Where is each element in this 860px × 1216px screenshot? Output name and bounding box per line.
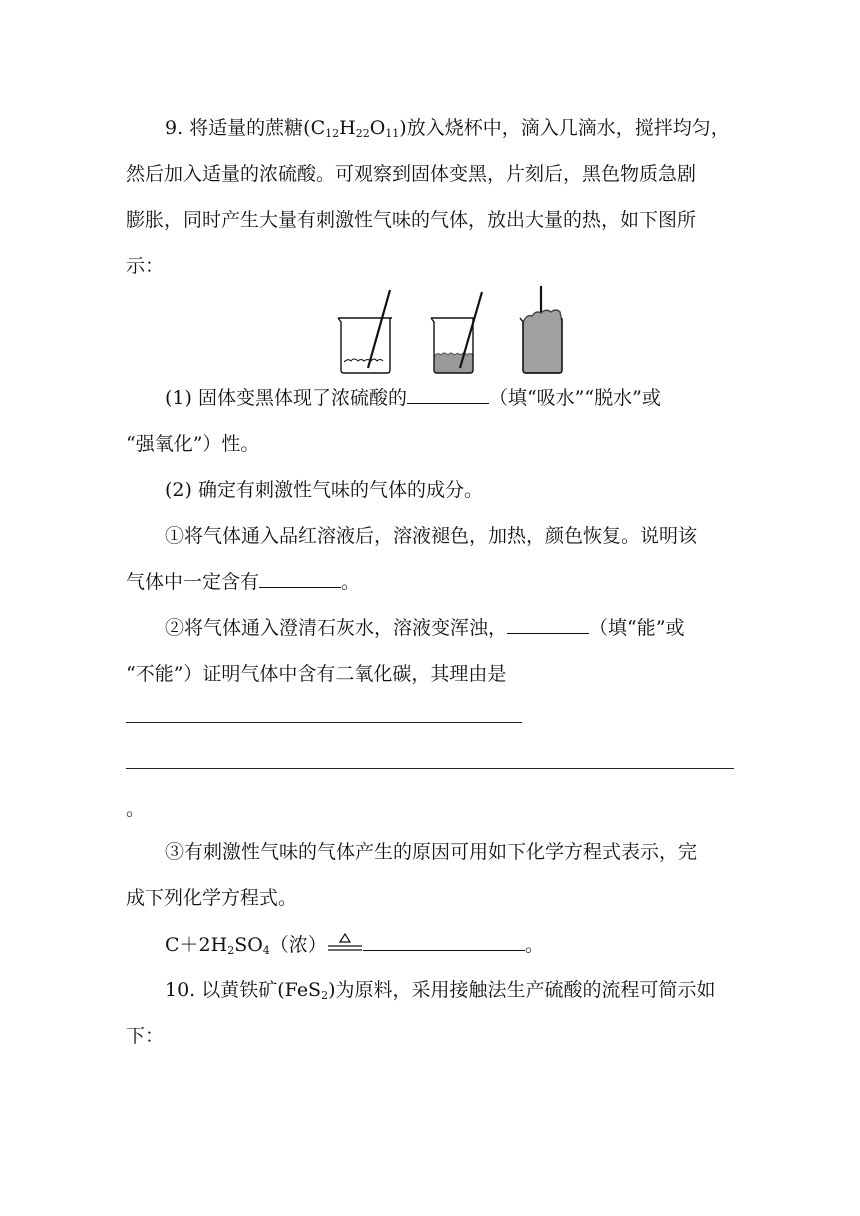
q9-text: O: [369, 117, 386, 139]
q9-part1-line-2: “强氧化”）性。: [126, 433, 260, 455]
q10-text: )为原料，采用接触法生产硫酸的流程可简示如: [328, 979, 716, 1001]
subscript: 11: [385, 127, 400, 140]
subscript: 2: [227, 944, 235, 957]
subscript: 2: [321, 989, 329, 1002]
q9-step2-line-2: “不能”）证明气体中含有二氧化碳，其理由是: [126, 663, 507, 685]
beaker-figure: [330, 282, 580, 376]
q9-step1-line-2: [126, 569, 360, 595]
equation-text: C＋2H: [165, 934, 228, 956]
subscript: 12: [325, 127, 340, 140]
step2-text: ②将气体通入澄清石灰水，溶液变浑浊，: [165, 617, 508, 639]
q9-step3-line-1: ③有刺激性气味的气体产生的原因可用如下化学方程式表示，完: [165, 841, 698, 863]
answer-line-2[interactable]: [126, 768, 734, 769]
step1-text: 。: [341, 571, 361, 593]
beaker-1: [338, 290, 392, 373]
beaker-2: [431, 292, 482, 373]
subscript: 22: [355, 127, 370, 140]
heating-arrow-icon: [327, 931, 363, 953]
period-mark: 。: [126, 798, 146, 820]
subscript: 4: [262, 944, 270, 957]
q9-part1-line-1: [165, 385, 661, 411]
equation-text: 。: [524, 934, 544, 956]
part1-text: (1) 固体变黑体现了浓硫酸的: [165, 387, 407, 409]
q9-line-1: [165, 115, 730, 141]
q9-text: 9. 将适量的蔗糖(C: [165, 117, 326, 139]
chemical-equation: [165, 931, 544, 958]
answer-blank-2[interactable]: [259, 569, 341, 588]
step1-text: 气体中一定含有: [126, 571, 260, 593]
q9-line-3: 膨胀，同时产生大量有刺激性气味的气体，放出大量的热，如下图所: [126, 209, 697, 231]
step2-text: （填“能”或: [589, 617, 685, 639]
answer-line-1[interactable]: [126, 722, 522, 723]
equation-text: （浓）: [269, 934, 327, 956]
q9-step2-line-1: [165, 615, 684, 641]
q9-text: H: [339, 117, 356, 139]
equation-text: SO: [234, 934, 263, 956]
q10-line-2: 下：: [126, 1025, 165, 1047]
q9-line-2: 然后加入适量的浓硫酸。可观察到固体变黑，片刻后，黑色物质急剧: [126, 163, 697, 185]
q9-text: )放入烧杯中，滴入几滴水，搅拌均匀，: [399, 117, 730, 139]
q10-text: 10. 以黄铁矿(FeS: [165, 979, 322, 1001]
part1-text: （填“吸水”“脱水”或: [488, 387, 661, 409]
q9-part2: (2) 确定有刺激性气味的气体的成分。: [165, 479, 483, 501]
q10-line-1: [165, 977, 716, 1003]
q9-line-4: 示：: [126, 255, 165, 277]
q9-step3-line-2: 成下列化学方程式。: [126, 887, 298, 909]
answer-blank-3[interactable]: [507, 615, 589, 634]
answer-blank-1[interactable]: [407, 385, 489, 404]
beaker-3: [520, 286, 562, 373]
answer-blank-4[interactable]: [363, 932, 525, 951]
q9-step1-line-1: ①将气体通入品红溶液后，溶液褪色，加热，颜色恢复。说明该: [165, 525, 698, 547]
